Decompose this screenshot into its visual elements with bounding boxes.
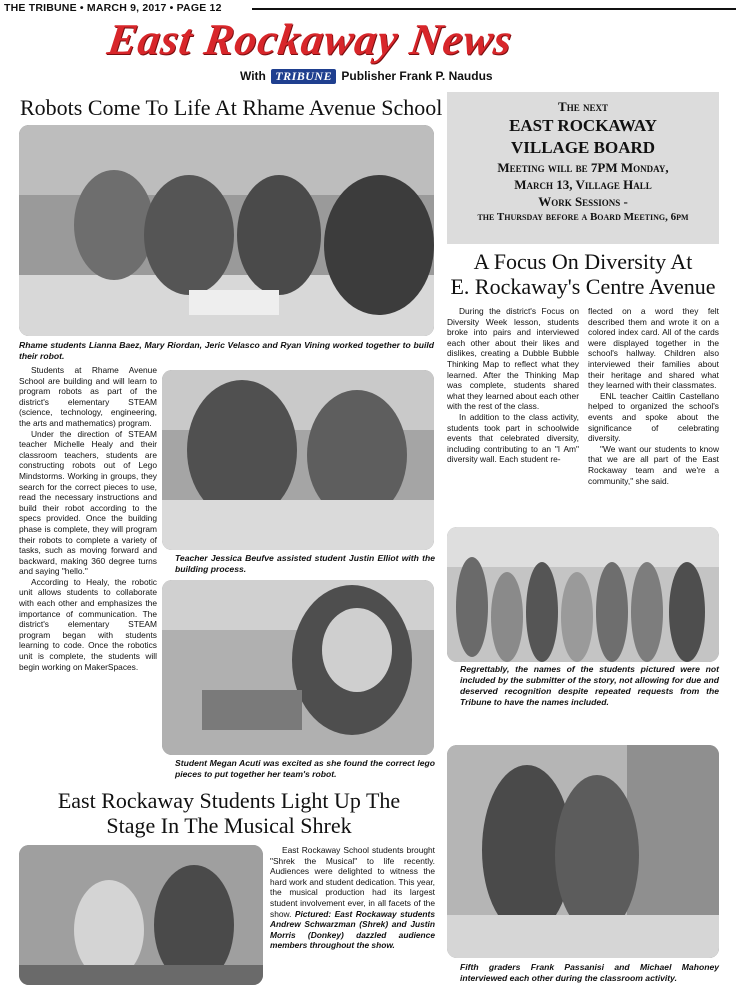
diversity-caption-2: Fifth graders Frank Passanisi and Michael Mahoney interviewed each other during the classroom activity.: [460, 962, 719, 983]
masthead-title: East Rockaway News: [104, 15, 516, 64]
shrek-headline: [19, 788, 439, 838]
board-notice-title: EAST ROCKAWAY: [509, 116, 657, 135]
robots-photo-main: [19, 125, 434, 336]
robots-paragraph: Students at Rhame Avenue School are building and will learn to program robots as part of the district's elementary STEAM (science, technology, engineering, the arts and mathematics) program.: [19, 365, 157, 428]
diversity-paragraph: In addition to the class activity, students took part in schoolwide events that celebrated diversity, including contributing to an "I Am" diversity wall. Each student re-: [447, 411, 579, 465]
publisher-suffix: Publisher Frank P. Naudus: [341, 69, 493, 83]
masthead-subtitle: [240, 69, 493, 84]
masthead: [104, 14, 638, 72]
fifth-graders-image: [447, 745, 719, 958]
student-with-lego-image: [162, 580, 434, 755]
diversity-photo-pair: [447, 745, 719, 958]
diversity-headline-line: E. Rockaway's Centre Avenue: [450, 274, 716, 299]
diversity-headline-line: A Focus On Diversity At: [473, 249, 693, 274]
board-notice-line: March 13, Village Hall: [514, 177, 652, 192]
shrek-musical-stage-image: [19, 845, 263, 985]
robots-body: [19, 365, 157, 672]
diversity-photo-group: [447, 527, 719, 662]
shrek-headline-line: East Rockaway Students Light Up The: [57, 788, 401, 813]
board-notice-box: [447, 92, 719, 244]
board-notice-line: Meeting will be 7PM Monday,: [497, 160, 669, 175]
diversity-paragraph: During the district's Focus on Diversity Week lesson, students broke into pairs and interviewed each other about their likes and dislikes, creating a Dubble Bubble Thinking Map to reflect what they learned. After the Thinking Map was complete, students shared what they learned about each other with the rest of the class.: [447, 306, 579, 412]
shrek-headline-line: Stage In The Musical Shrek: [106, 813, 352, 838]
shrek-photo: [19, 845, 263, 985]
robots-caption-3: Student Megan Acuti was excited as she found the correct lego pieces to put together her team's robot.: [175, 758, 435, 779]
diversity-caption-1: Regrettably, the names of the students pictured were not included by the submitter of the story, not allowing for due and deserved recognition despite repeated requests from the Tribune to have the names included.: [460, 664, 719, 707]
page-folio: THE TRIBUNE • MARCH 9, 2017 • PAGE 12: [4, 2, 222, 14]
shrek-paragraph: [270, 845, 435, 951]
robots-paragraph: Under the direction of STEAM teacher Michelle Healy and their classroom teachers, students are constructing robots out of Lego Mindstorms. Working in groups, they search for the correct pieces to use, read the necessary instructions and build their robot according to the specs provided. Once the building phase is complete, they will program their robots to complete a variety of tasks, such as moving forward and backward, making 360 degree turns and saying "hello.": [19, 428, 157, 577]
diversity-paragraph: "We want our students to know that we are all part of the East Rockaway team and we're a community," she said.: [588, 443, 719, 486]
teacher-assisting-student-image: [162, 370, 434, 550]
board-notice-line: Work Sessions -: [538, 194, 628, 209]
board-notice-title: VILLAGE BOARD: [510, 138, 656, 157]
diversity-column-2: [588, 306, 719, 486]
tribune-logo: TRIBUNE: [271, 69, 336, 84]
shrek-pictured-text: Pictured: East Rockaway students Andrew Schwarzman (Shrek) and Justin Morris (Donkey) dazzled audience members throughout the show.: [270, 908, 435, 951]
diversity-paragraph: ENL teacher Caitlin Castellano helped to organized the school's events and spoke about the significance of celebrating diversity.: [588, 390, 719, 444]
robots-photo-student: [162, 580, 434, 755]
robots-headline: Robots Come To Life At Rhame Avenue School: [20, 95, 443, 120]
publisher-prefix: With: [240, 69, 266, 83]
robots-paragraph: According to Healy, the robotic unit allows students to collaborate with each other and emphasizes the importance of communication. The district's elementary STEAM program began with students learning to code. Once the robotics unit is complete, the students will begin working on MakerSpaces.: [19, 576, 157, 672]
students-group-image: [447, 527, 719, 662]
diversity-column-1: [447, 306, 579, 465]
diversity-paragraph: flected on a word they felt described them and wrote it on a colored index card. All of the cards were displayed together in the school's hallway. Children also interviewed their families about their heritage and shared what they learned with their classmates.: [588, 306, 719, 391]
robots-caption-2: Teacher Jessica Beufve assisted student Justin Elliot with the building process.: [175, 553, 435, 574]
students-building-robot-image: [19, 125, 434, 336]
folio-rule: [252, 8, 736, 10]
robots-caption-1: Rhame students Lianna Baez, Mary Riordan, Jeric Velasco and Ryan Vining worked together to build their robot.: [19, 340, 434, 361]
shrek-text: East Rockaway School students brought "Shrek the Musical" to life recently. Audiences were delighted to witness the hard work and student dedication. This year, the musical production had its largest student involvement ever, in all facets of the show.: [270, 845, 435, 919]
board-notice-line: the Thursday before a Board Meeting, 6pm: [477, 211, 689, 223]
board-notice-line: The next: [558, 99, 608, 114]
shrek-body: [270, 845, 435, 951]
robots-photo-teacher: [162, 370, 434, 550]
diversity-headline: [447, 249, 719, 299]
